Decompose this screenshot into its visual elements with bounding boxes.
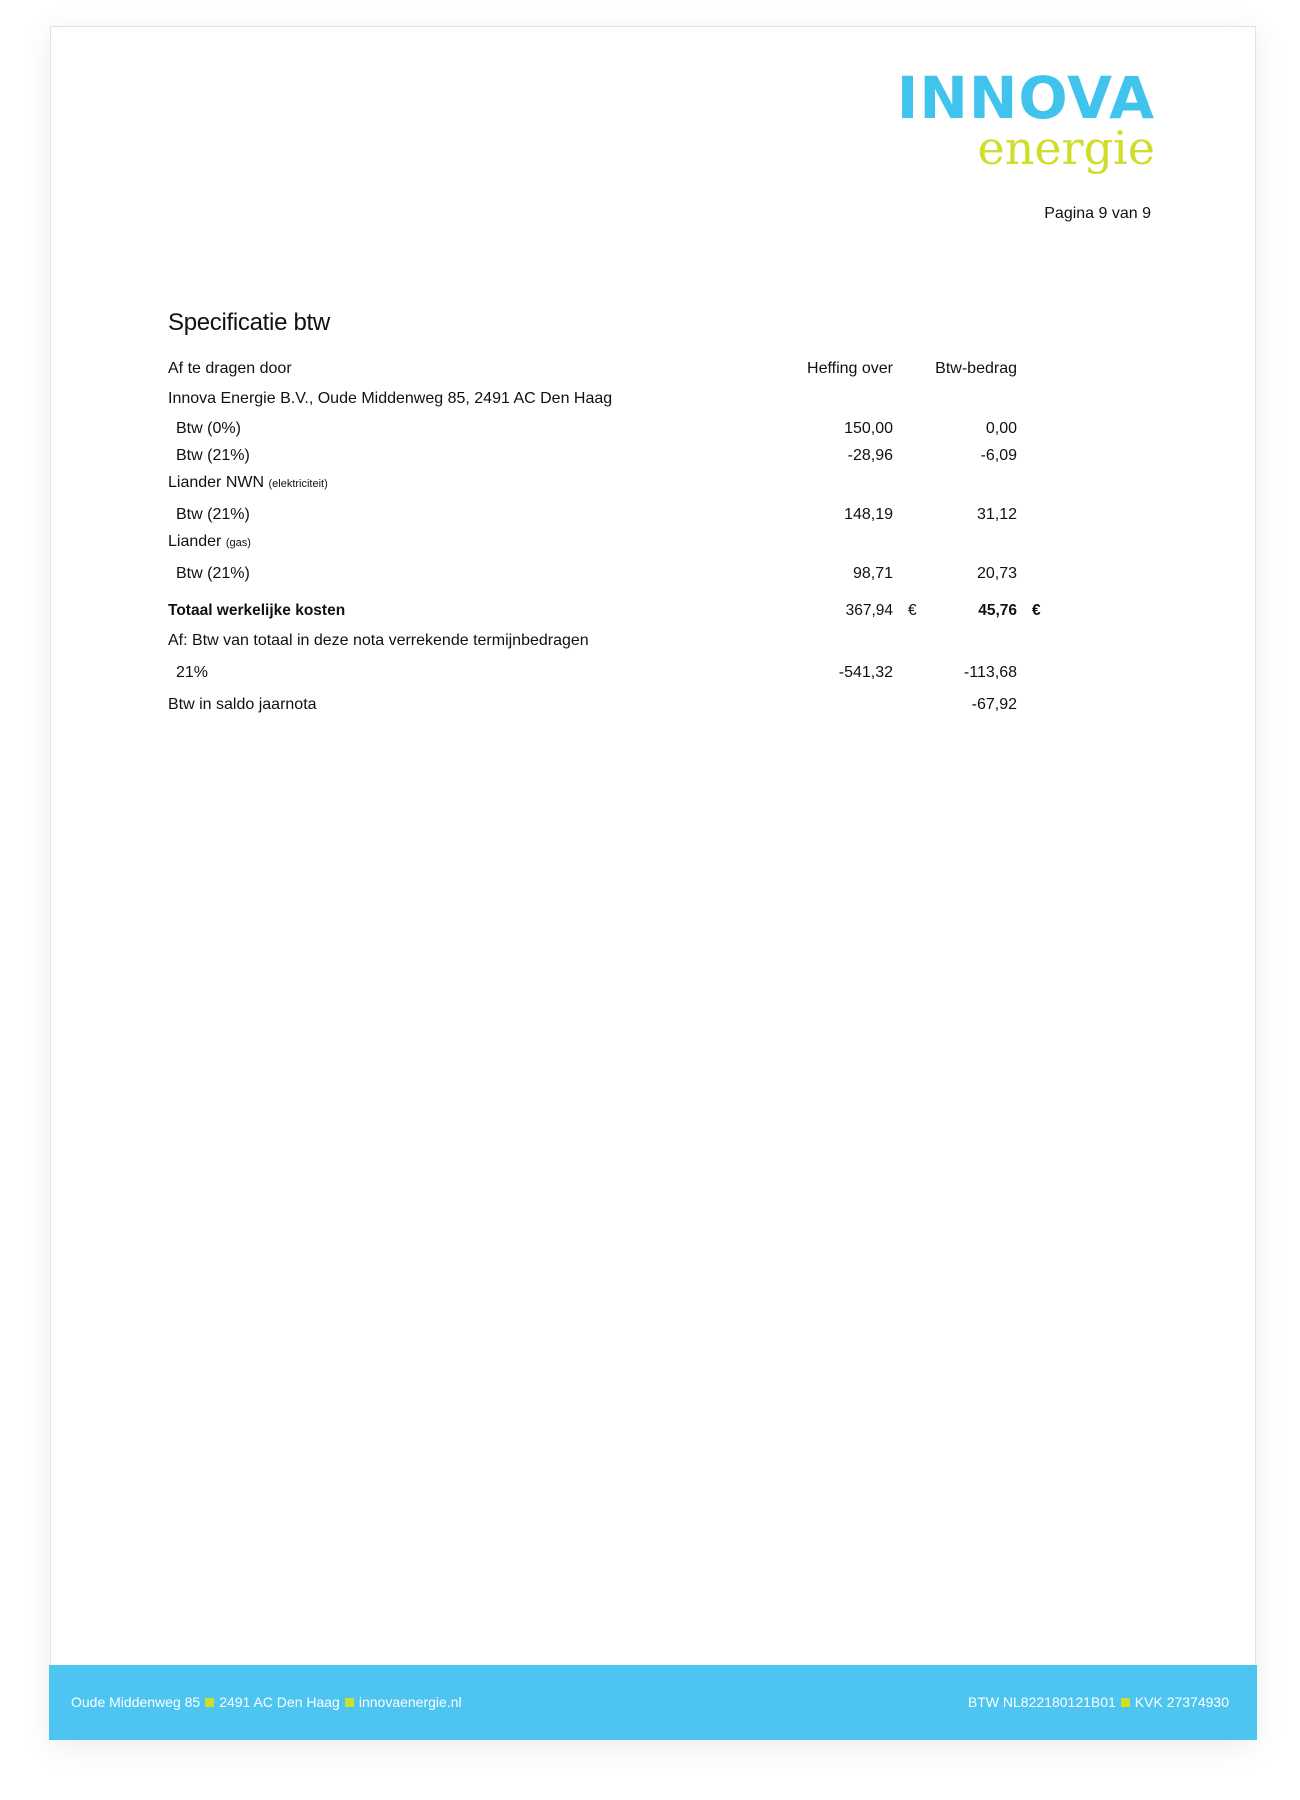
supplier-type: (gas)	[225, 537, 251, 549]
separator-square-icon	[345, 1698, 354, 1707]
supplier-name: Liander NWN	[168, 474, 265, 491]
footer-address	[71, 1694, 462, 1710]
row-heffing-over: -541,32	[838, 664, 893, 681]
row-heffing-over: 150,00	[844, 420, 893, 437]
invoice-page	[50, 26, 1256, 1740]
header-btw-bedrag: Btw-bedrag	[935, 360, 1017, 377]
vat-specification	[168, 309, 1141, 718]
header-heffing-over: Heffing over	[807, 360, 893, 377]
total-label: Totaal werkelijke kosten	[168, 602, 346, 619]
innova-energie-logo	[896, 64, 1155, 175]
total-currency-heffing: €	[908, 602, 917, 619]
table-row	[168, 385, 1141, 412]
separator-square-icon	[1121, 1698, 1130, 1707]
table-row	[168, 560, 1141, 587]
logo-innova-text: INNOVA	[896, 64, 1155, 132]
footer-kvk-number: KVK 27374930	[1134, 1694, 1229, 1710]
total-btw-bedrag: 45,76	[978, 602, 1017, 619]
row-heffing-over: -28,96	[847, 447, 893, 464]
total-row	[168, 597, 1141, 624]
supplier-name: Liander	[168, 533, 222, 550]
row-label: Innova Energie B.V., Oude Middenweg 85, 2491 AC Den Haag	[168, 390, 613, 407]
table-row	[168, 415, 1141, 442]
row-heffing-over: 148,19	[844, 506, 893, 523]
row-btw-bedrag: 0,00	[985, 420, 1017, 437]
row-label: Btw (0%)	[176, 420, 241, 437]
row-btw-bedrag: -6,09	[980, 447, 1017, 464]
logo-energie-text: energie	[977, 121, 1155, 175]
row-label: 21%	[176, 664, 209, 681]
row-label: Btw (21%)	[176, 447, 250, 464]
table-row	[168, 501, 1141, 528]
row-label: Btw (21%)	[176, 565, 250, 582]
header-label: Af te dragen door	[168, 360, 292, 377]
table-header	[168, 355, 1141, 382]
saldo-label: Btw in saldo jaarnota	[168, 696, 317, 713]
total-heffing-over: 367,94	[845, 602, 893, 619]
footer-btw-number: BTW NL822180121B01	[967, 1694, 1116, 1710]
total-currency-btw: €	[1032, 602, 1041, 619]
footer-street: Oude Middenweg 85	[71, 1694, 201, 1710]
row-btw-bedrag: 31,12	[976, 506, 1017, 523]
row-heffing-over: 98,71	[852, 565, 893, 582]
supplier-type: (elektriciteit)	[268, 478, 328, 490]
footer-company-ids	[968, 1694, 1229, 1710]
page-number: Pagina 9 van 9	[1044, 205, 1151, 222]
table-row	[168, 528, 1141, 555]
footer-bar	[49, 1665, 1257, 1740]
row-btw-bedrag: -113,68	[963, 664, 1017, 681]
footer-website: innovaenergie.nl	[358, 1694, 462, 1710]
saldo-row	[168, 691, 1141, 718]
separator-square-icon	[205, 1698, 214, 1707]
table-row	[168, 659, 1141, 686]
table-row	[168, 469, 1141, 496]
saldo-btw-bedrag: -67,92	[971, 696, 1017, 713]
footer-city: 2491 AC Den Haag	[219, 1694, 340, 1710]
table-row	[168, 442, 1141, 469]
row-label: Btw (21%)	[176, 506, 250, 523]
row-label	[168, 469, 328, 498]
section-title: Specificatie btw	[168, 309, 330, 336]
row-label: Af: Btw van totaal in deze nota verrekende termijnbedragen	[168, 632, 589, 649]
row-btw-bedrag: 20,73	[976, 565, 1017, 582]
table-row	[168, 627, 1141, 654]
row-label	[168, 528, 251, 557]
